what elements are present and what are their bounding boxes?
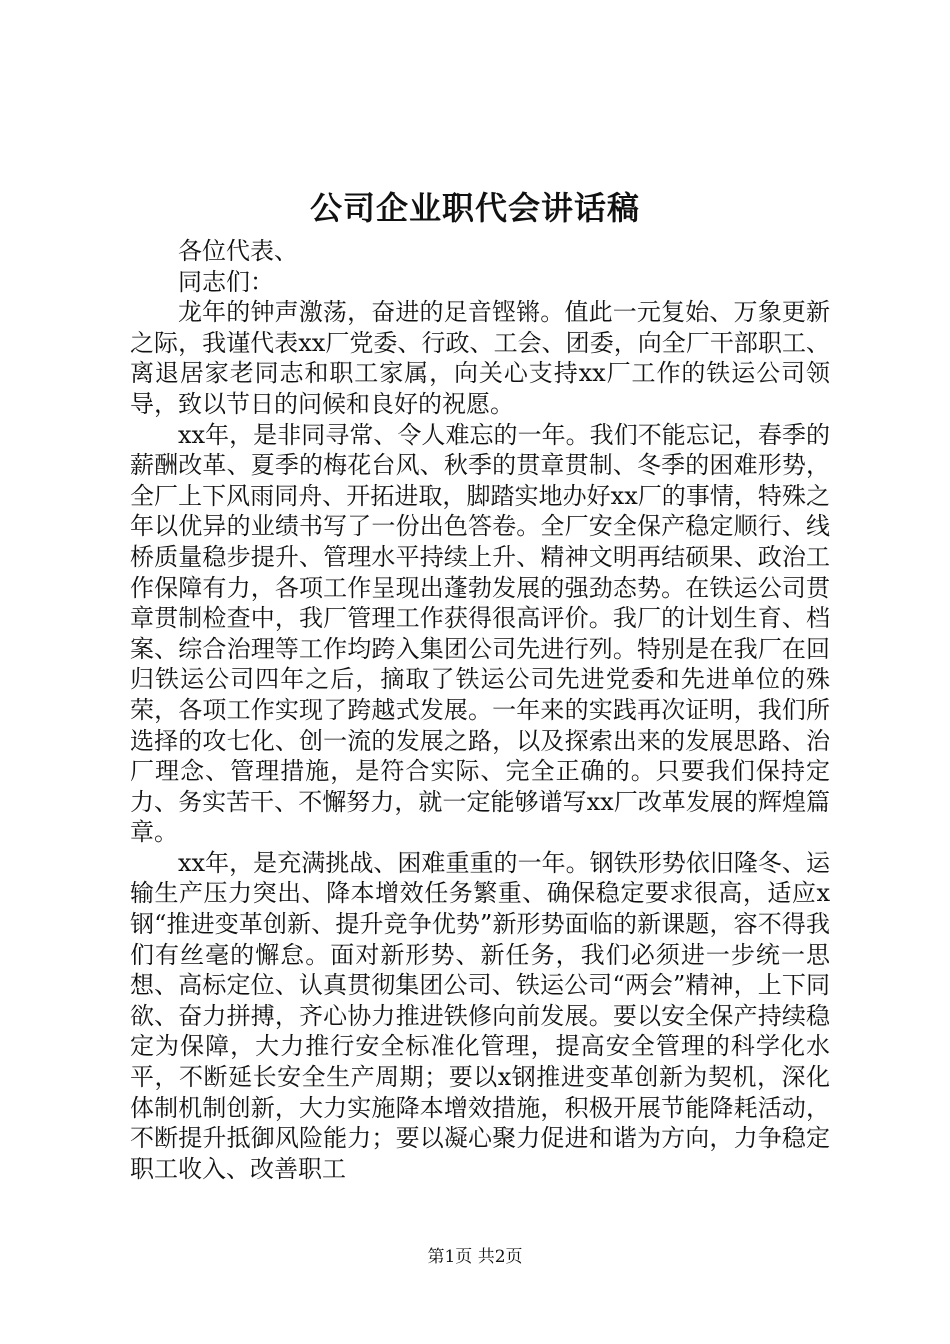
document-body	[130, 236, 830, 1184]
greeting-line: 各位代表、	[178, 237, 298, 265]
page-number: 第1页 共2页	[427, 1247, 523, 1267]
body-paragraph: xx年，是充满挑战、困难重重的一年。钢铁形势依旧隆冬、运输生产压力突出、降本增效任务繁重、确保稳定要求很高，适应x钢“推进变革创新、提升竞争优势”新形势面临的新课题，容不得我们有丝毫的懈怠。面对新形势、新任务，我们必须进一步统一思想、高标定位、认真贯彻集团公司、铁运公司“两会”精神，上下同欲、奋力拼搏，齐心协力推进铁修向前发展。要以安全保产持续稳定为保障，大力推行安全标准化管理，提高安全管理的科学化水平，不断延长安全生产周期；要以x钢推进变革创新为契机，深化体制机制创新，大力实施降本增效措施，积极开展节能降耗活动，不断提升抵御风险能力；要以凝心聚力促进和谐为方向，力争稳定职工收入、改善职工	[130, 848, 830, 1183]
body-paragraph: 龙年的钟声激荡，奋进的足音铿锵。值此一元复始、万象更新之际，我谨代表xx厂党委、行政、工会、团委，向全厂干部职工、离退居家老同志和职工家属，向关心支持xx厂工作的铁运公司领导，致以节日的问候和良好的祝愿。	[130, 298, 830, 418]
greeting-line: 同志们：	[178, 267, 274, 296]
body-paragraph: xx年，是非同寻常、令人难忘的一年。我们不能忘记，春季的薪酬改革、夏季的梅花台风、秋季的贯章贯制、冬季的困难形势，全厂上下风雨同舟、开拓进取，脚踏实地办好xx厂的事情，特殊之年以优异的业绩书写了一份出色答卷。全厂安全保产稳定顺行、线桥质量稳步提升、管理水平持续上升、精神文明再结硕果、政治工作保障有力，各项工作呈现出蓬勃发展的强劲态势。在铁运公司贯章贯制检查中，我厂管理工作获得很高评价。我厂的计划生育、档案、综合治理等工作均跨入集团公司先进行列。特别是在我厂在回归铁运公司四年之后，摘取了铁运公司先进党委和先进单位的殊荣，各项工作实现了跨越式发展。一年来的实践再次证明，我们所选择的攻七化、创一流的发展之路，以及探索出来的发展思路、治厂理念、管理措施，是符合实际、完全正确的。只要我们保持定力、务实苦干、不懈努力，就一定能够谱写xx厂改革发展的辉煌篇章。	[130, 420, 830, 847]
document-title: 公司企业职代会讲话稿	[309, 189, 640, 227]
